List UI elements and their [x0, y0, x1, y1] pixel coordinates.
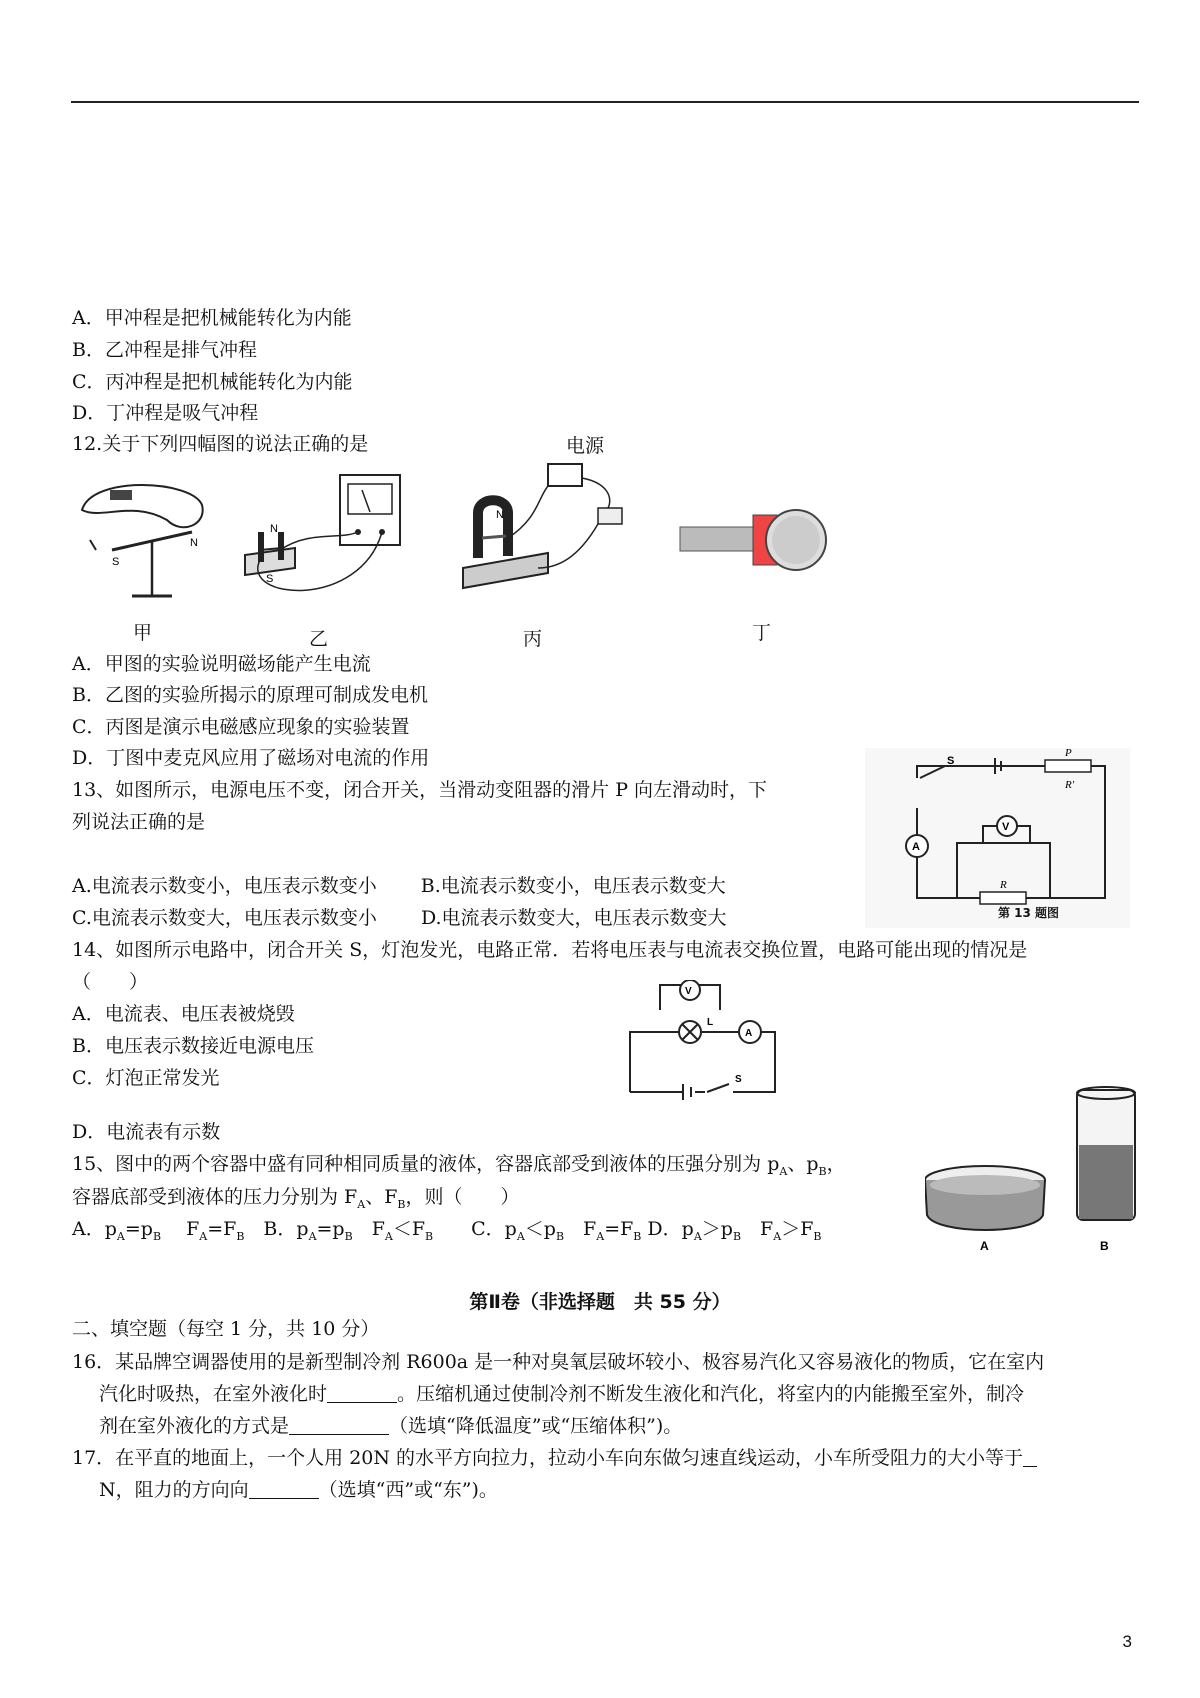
q12-option-c: C．丙图是演示电磁感应现象的实验装置 [72, 716, 410, 738]
blank[interactable] [327, 1384, 397, 1403]
q13-options-cd: C.电流表示数变大，电压表示数变小 D.电流表示数变大，电压表示数变大 [72, 907, 727, 929]
svg-text:P: P [1065, 748, 1072, 759]
svg-text:R': R' [1065, 779, 1075, 791]
container-a-label: A [980, 1239, 989, 1253]
header-rule [71, 101, 1139, 103]
q11-option-d: D．丁冲程是吸气冲程 [72, 402, 259, 424]
q17-line2: N，阻力的方向向 （选填“西”或“东”)。 [99, 1479, 498, 1501]
q14-option-c: C．灯泡正常发光 [72, 1067, 220, 1089]
q15-stem-line1: 15、图中的两个容器中盛有同种相同质量的液体，容器底部受到液体的压强分别为 $p_A$、$p_B$， [72, 1153, 846, 1178]
blank[interactable] [249, 1480, 319, 1499]
q13-options-ab: A.电流表示数变小，电压表示数变小 B.电流表示数变小，电压表示数变大 [72, 875, 726, 897]
q12-stem: 12.关于下列四幅图的说法正确的是 [72, 433, 369, 455]
q14-circuit-figure [625, 980, 790, 1105]
q14-stem: 14、如图所示电路中，闭合开关 S，灯泡发光，电路正常．若将电压表与电流表交换位置，电路可能出现的情况是 [72, 939, 1028, 961]
svg-text:S: S [266, 573, 274, 585]
q13-stem-line1: 13、如图所示，电源电压不变，闭合开关，当滑动变阻器的滑片 P 向左滑动时，下 [72, 779, 768, 801]
part2-heading: 二、填空题（每空 1 分，共 10 分） [72, 1318, 380, 1340]
svg-text:S: S [947, 755, 955, 767]
q15-options: A．$p_A=p_B$ $F_A=F_B$ B．$p_A=p_B$ $F_A<F_B$ C．$p_A<p_B$ $F_A=F_B$ D．$p_A>p_B$ $F_A>F_B$ [72, 1218, 822, 1243]
svg-text:N: N [496, 509, 504, 521]
caption-ding: 丁 [752, 622, 772, 644]
q14-option-b: B．电压表示数接近电源电压 [72, 1035, 314, 1057]
svg-text:A: A [745, 1028, 753, 1039]
q11-option-a: A．甲冲程是把机械能转化为内能 [72, 307, 352, 329]
q13-fig-caption: 第 13 题图 [998, 906, 1060, 920]
q12-option-d: D．丁图中麦克风应用了磁场对电流的作用 [72, 747, 430, 769]
container-b-label: B [1100, 1239, 1109, 1253]
power-label: 电源 [566, 435, 605, 457]
figure-jia [72, 480, 212, 610]
q12-option-b: B．乙图的实验所揭示的原理可制成发电机 [72, 684, 428, 706]
q11-option-c: C．丙冲程是把机械能转化为内能 [72, 371, 353, 393]
svg-text:L: L [707, 1017, 714, 1028]
figure-bing [458, 458, 638, 598]
figure-ding [678, 497, 828, 587]
q16-line1: 16．某品牌空调器使用的是新型制冷剂 R600a 是一种对臭氧层破坏较小、极容易汽化又容易液化的物质，它在室内 [72, 1351, 1045, 1373]
q17-line1: 17．在平直的地面上，一个人用 20N 的水平方向拉力，拉动小车向东做匀速直线运动，小车所受阻力的大小等于 [72, 1446, 1037, 1470]
q15-stem-line2: 容器底部受到液体的压力分别为 $F_A$、$F_B$，则（ ） [72, 1186, 520, 1211]
q14-paren: （ ） [72, 971, 149, 993]
caption-yi: 乙 [309, 628, 329, 650]
q13-circuit-figure [865, 748, 1130, 928]
svg-text:R: R [1000, 879, 1007, 891]
caption-jia: 甲 [133, 622, 153, 644]
q14-option-a: A．电流表、电压表被烧毁 [72, 1003, 295, 1025]
svg-text:S: S [112, 556, 120, 568]
q16-line3: 剂在室外液化的方式是 （选填“降低温度”或“压缩体积”)。 [99, 1415, 683, 1437]
q11-option-b: B．乙冲程是排气冲程 [72, 339, 257, 361]
q12-option-a: A．甲图的实验说明磁场能产生电流 [72, 653, 371, 675]
q16-line2: 汽化时吸热，在室外液化时 。压缩机通过使制冷剂不断发生液化和汽化，将室内的内能搬至室外，制冷 [99, 1383, 1025, 1405]
svg-text:A: A [912, 841, 920, 853]
svg-text:N: N [270, 523, 278, 535]
q15-containers-figure [925, 1085, 1145, 1255]
svg-text:N: N [190, 537, 198, 549]
blank[interactable] [289, 1416, 389, 1435]
svg-text:V: V [1002, 821, 1010, 833]
figure-yi [240, 470, 410, 610]
svg-text:V: V [685, 986, 692, 997]
svg-text:S: S [735, 1074, 742, 1085]
q14-option-d: D．电流表有示数 [72, 1121, 221, 1143]
q13-stem-line2: 列说法正确的是 [72, 811, 206, 833]
blank[interactable] [1023, 1448, 1037, 1467]
page-number: 3 [1122, 1632, 1132, 1651]
caption-bing: 丙 [523, 628, 543, 650]
section-title: 第Ⅱ卷（非选择题 共 55 分） [469, 1291, 731, 1313]
